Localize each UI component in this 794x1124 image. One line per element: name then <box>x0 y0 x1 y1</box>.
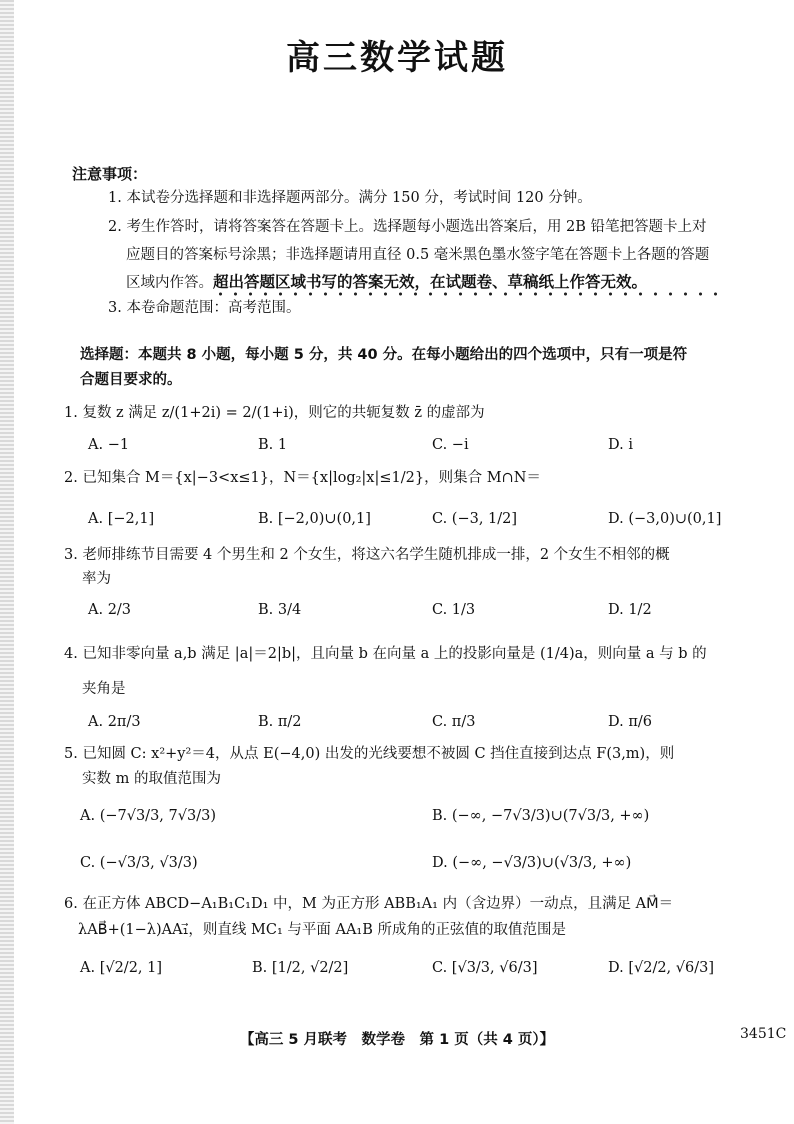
question-6-option-c: C. [√3/3, √6/3] <box>432 960 538 976</box>
page-title: 高三数学试题 <box>286 38 508 78</box>
notice-item-2-line-1: 2. 考生作答时，请将答案答在答题卡上。选择题每小题选出答案后，用 2B 铅笔把答题卡上对 <box>108 219 707 235</box>
question-2-stem: 2. 已知集合 M＝{x|−3<x≤1}，N＝{x|log₂|x|≤1/2}，则集合 M∩N＝ <box>64 470 541 486</box>
question-2-option-d: D. (−3,0)∪(0,1] <box>608 511 722 527</box>
notice-item-3: 3. 本卷命题范围：高考范围。 <box>108 300 301 316</box>
question-3-option-c: C. 1/3 <box>432 602 476 618</box>
question-4-option-a: A. 2π/3 <box>88 714 141 730</box>
question-4-option-c: C. π/3 <box>432 714 476 730</box>
question-3-option-d: D. 1/2 <box>608 602 652 618</box>
question-3-stem-line-1: 3. 老师排练节目需要 4 个男生和 2 个女生，将这六名学生随机排成一排，2 个女生不相邻的概 <box>64 547 670 563</box>
question-5-option-c: C. (−√3/3, √3/3) <box>80 855 198 871</box>
question-3-option-a: A. 2/3 <box>88 602 132 618</box>
question-4-option-d: D. π/6 <box>608 714 652 730</box>
question-6-stem-line-1: 6. 在正方体 ABCD−A₁B₁C₁D₁ 中，M 为正方形 ABB₁A₁ 内（含边界）一动点，且满足 AM⃗＝ <box>64 896 674 912</box>
page-footer: 【高三 5 月联考 数学卷 第 1 页（共 4 页）】 <box>239 1032 555 1048</box>
question-3-stem-line-2: 率为 <box>82 571 111 587</box>
question-1-option-d: D. i <box>608 437 633 453</box>
question-1-stem: 1. 复数 z 满足 z/(1+2i) = 2/(1+i)，则它的共轭复数 z̄ 的虚部为 <box>64 405 485 421</box>
question-1-option-c: C. −i <box>432 437 469 453</box>
notice-heading: 注意事项： <box>72 165 148 183</box>
question-6-option-a: A. [√2/2, 1] <box>80 960 163 976</box>
notice-item-2-normal: 区域内作答。 <box>126 275 213 291</box>
notice-item-1: 1. 本试卷分选择题和非选择题两部分。满分 150 分，考试时间 120 分钟。 <box>108 190 592 206</box>
question-2-option-b: B. [−2,0)∪(0,1] <box>258 511 371 527</box>
question-5-stem-line-1: 5. 已知圆 C: x²+y²＝4，从点 E(−4,0) 出发的光线要想不被圆 C 挡住直接到达点 F(3,m)，则 <box>64 746 675 762</box>
question-5-option-d: D. (−∞, −√3/3)∪(√3/3, +∞) <box>432 855 632 871</box>
question-4-option-b: B. π/2 <box>258 714 302 730</box>
document-code: 3451C <box>740 1026 787 1042</box>
question-1-option-b: B. 1 <box>258 437 288 453</box>
notice-item-2-emphasis: 超出答题区域书写的答案无效，在试题卷、草稿纸上作答无效。 <box>213 273 648 291</box>
scan-edge <box>0 0 14 1124</box>
question-3-option-b: B. 3/4 <box>258 602 302 618</box>
question-1-option-a: A. −1 <box>88 437 130 453</box>
question-6-option-d: D. [√2/2, √6/3] <box>608 960 715 976</box>
question-6-stem-line-2: λAB⃗+(1−λ)AA₁⃗，则直线 MC₁ 与平面 AA₁B 所成角的正弦值的取值范围是 <box>78 922 566 938</box>
section-line-2: 合题目要求的。 <box>80 372 182 388</box>
notice-item-2-line-2: 应题目的答案标号涂黑；非选择题请用直径 0.5 毫米黑色墨水签字笔在答题卡上各题的答题 <box>126 247 710 263</box>
question-5-stem-line-2: 实数 m 的取值范围为 <box>82 771 221 787</box>
question-2-option-a: A. [−2,1] <box>88 511 155 527</box>
section-line-1: 选择题：本题共 8 小题，每小题 5 分，共 40 分。在每小题给出的四个选项中，只有一项是符 <box>80 347 688 363</box>
emphasis-dots <box>213 291 725 297</box>
question-5-option-a: A. (−7√3/3, 7√3/3) <box>80 808 216 824</box>
question-4-stem-line-1: 4. 已知非零向量 a,b 满足 |a|＝2|b|，且向量 b 在向量 a 上的投影向量是 (1/4)a，则向量 a 与 b 的 <box>64 646 707 662</box>
question-2-option-c: C. (−3, 1/2] <box>432 511 518 527</box>
question-6-option-b: B. [1/2, √2/2] <box>252 960 349 976</box>
question-5-option-b: B. (−∞, −7√3/3)∪(7√3/3, +∞) <box>432 808 650 824</box>
notice-item-2-line-3 <box>126 272 647 293</box>
question-4-stem-line-2: 夹角是 <box>82 681 126 697</box>
